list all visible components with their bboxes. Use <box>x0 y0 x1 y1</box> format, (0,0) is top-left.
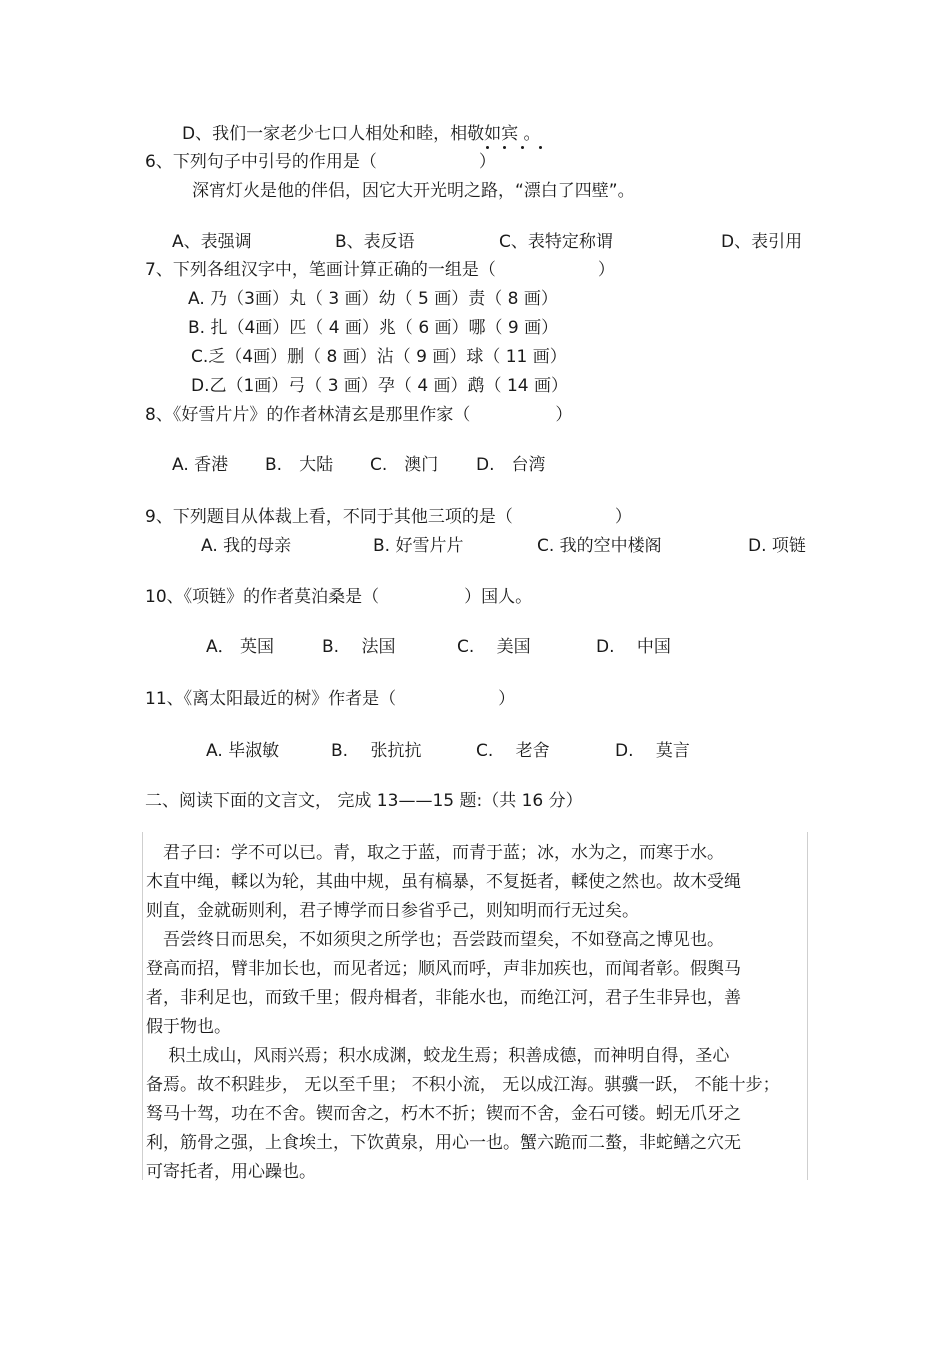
q7-option-b: B. 扎（4画）匹（ 4 画）兆（ 6 画）哪（ 9 画） <box>188 318 559 338</box>
q6-option-d: D、表引用 <box>721 232 803 252</box>
passage-line: 者，非利足也，而致千里；假舟楫者，非能水也，而绝江河，君子生非异也，善 <box>146 988 741 1008</box>
q9-option-c: C. 我的空中楼阁 <box>537 536 662 556</box>
passage-line: 可寄托者，用心躁也。 <box>146 1162 316 1182</box>
q8-option-c: C. 澳门 <box>370 455 439 475</box>
reading-passage <box>142 832 808 1180</box>
q6-stem: 6、下列句子中引号的作用是（ ） <box>145 152 496 172</box>
q6-option-a: A、表强调 <box>172 232 252 252</box>
q5-option-d: D、我们一家老少七口人相处和睦，相敬如宾 。 <box>182 124 541 144</box>
q7-option-c: C.乏（4画）删（ 8 画）沾（ 9 画）球（ 11 画） <box>191 347 567 367</box>
q9-option-b: B. 好雪片片 <box>373 536 464 556</box>
q6-sentence: 深宵灯火是他的伴侣，因它大开光明之路，“漂白了四壁”。 <box>192 181 635 201</box>
passage-line: 则直，金就砺则利，君子博学而日参省乎己，则知明而行无过矣。 <box>146 901 639 921</box>
q9-stem: 9、下列题目从体裁上看，不同于其他三项的是（ ） <box>145 507 632 527</box>
passage-line: 备焉。故不积跬步， 无以至千里； 不积小流， 无以成江海。骐骥一跃， 不能十步； <box>146 1075 780 1095</box>
passage-line: 吾尝终日而思矣，不如须臾之所学也；吾尝跂而望矣，不如登高之博见也。 <box>146 930 724 950</box>
passage-line: 君子曰：学不可以已。青，取之于蓝，而青于蓝；冰，水为之，而寒于水。 <box>146 843 724 863</box>
passage-line: 登高而招，臂非加长也，而见者远；顺风而呼，声非加疾也，而闻者彰。假舆马 <box>146 959 741 979</box>
q10-option-d: D. 中国 <box>596 637 671 657</box>
q8-option-a: A. 香港 <box>172 455 229 475</box>
q8-option-d: D. 台湾 <box>476 455 546 475</box>
q11-option-b: B. 张抗抗 <box>331 741 422 761</box>
q11-stem: 11、《离太阳最近的树》作者是（ ） <box>145 689 516 709</box>
q9-option-a: A. 我的母亲 <box>201 536 292 556</box>
q8-option-b: B. 大陆 <box>265 455 334 475</box>
q7-stem: 7、下列各组汉字中，笔画计算正确的一组是（ ） <box>145 260 615 280</box>
q10-stem: 10、《项链》的作者莫泊桑是（ ）国人。 <box>145 587 533 607</box>
q10-option-c: C. 美国 <box>457 637 531 657</box>
q8-stem: 8、《好雪片片》的作者林清玄是那里作家（ ） <box>145 405 573 425</box>
q11-option-d: D. 莫言 <box>615 741 690 761</box>
passage-line: 木直中绳，輮以为轮，其曲中规，虽有槁暴，不复挺者，輮使之然也。故木受绳 <box>146 872 741 892</box>
q7-option-a: A. 乃（3画）丸（ 3 画）幼（ 5 画）责（ 8 画） <box>188 289 558 309</box>
section-heading: 二、阅读下面的文言文， 完成 13——15 题:（共 16 分） <box>145 791 583 811</box>
q11-option-a: A. 毕淑敏 <box>206 741 280 761</box>
emphasis-dot <box>539 146 542 149</box>
passage-line: 驽马十驾，功在不舍。锲而舍之，朽木不折；锲而不舍，金石可镂。蚓无爪牙之 <box>146 1104 741 1124</box>
emphasis-dot <box>486 146 489 149</box>
q6-option-b: B、表反语 <box>335 232 415 252</box>
passage-line: 利，筋骨之强，上食埃土，下饮黄泉，用心一也。蟹六跪而二螯，非蛇鳝之穴无 <box>146 1133 741 1153</box>
q10-option-b: B. 法国 <box>322 637 396 657</box>
passage-line: 假于物也。 <box>146 1017 231 1037</box>
q7-option-d: D.乙（1画）弓（ 3 画）孕（ 4 画）鹉（ 14 画） <box>191 376 568 396</box>
q9-option-d: D. 项链 <box>748 536 806 556</box>
q6-option-c: C、表特定称谓 <box>499 232 613 252</box>
emphasis-dot <box>521 146 524 149</box>
emphasis-dot <box>503 146 506 149</box>
passage-line: 积土成山，风雨兴焉；积水成渊，蛟龙生焉；积善成德，而神明自得，圣心 <box>146 1046 730 1066</box>
q10-option-a: A． 英国 <box>206 637 275 657</box>
q11-option-c: C. 老舍 <box>476 741 550 761</box>
